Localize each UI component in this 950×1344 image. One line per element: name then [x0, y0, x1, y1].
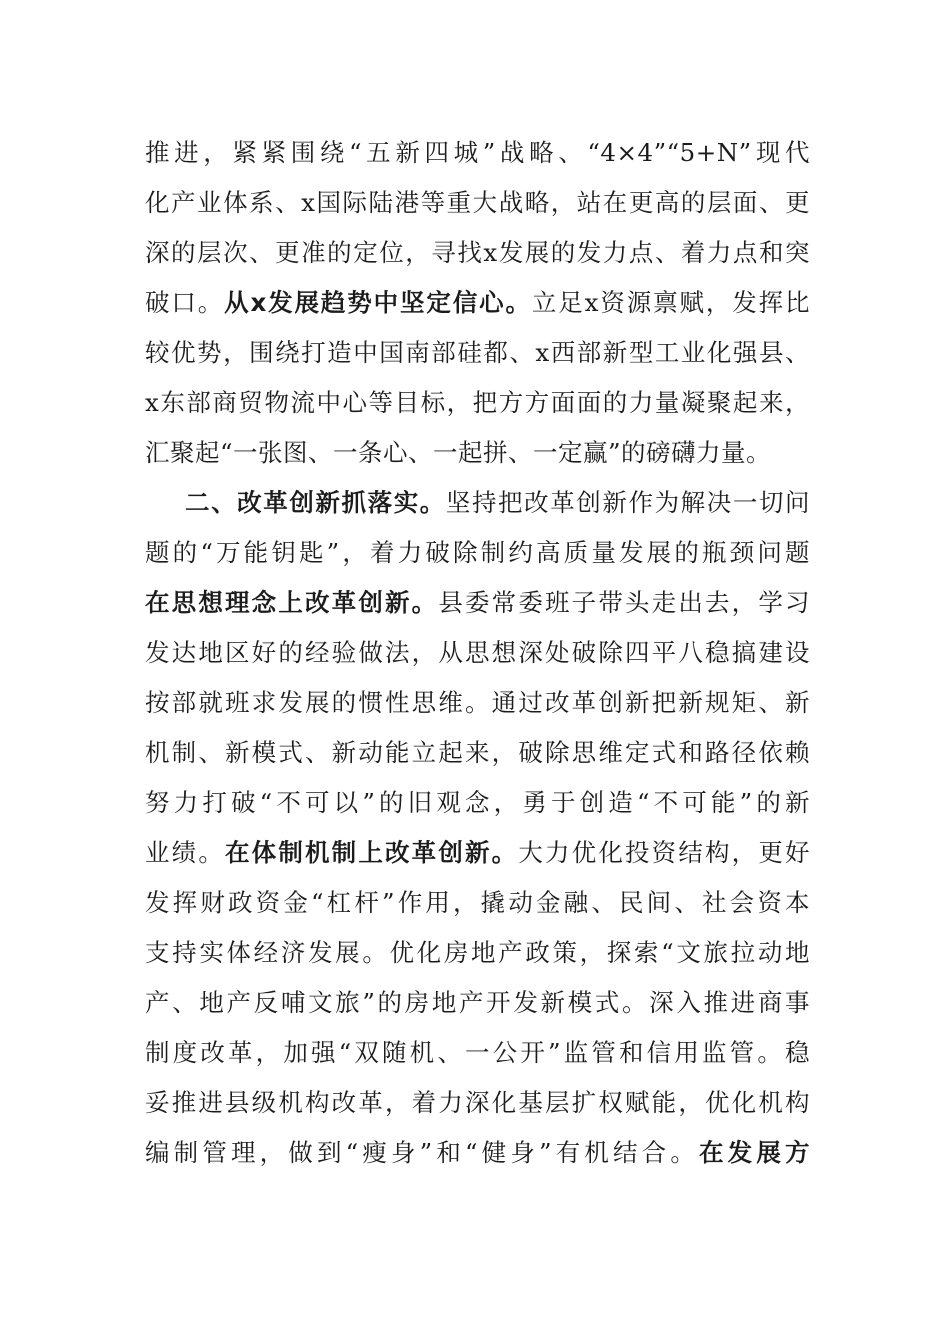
text-line — [145, 228, 810, 278]
body-text: 努力打破“不可以”的旧观念，勇于创造“不可能”的新 — [145, 788, 810, 817]
text-line — [145, 978, 810, 1028]
body-text: 机制、新模式、新动能立起来，破除思维定式和路径依赖 — [145, 738, 810, 767]
body-text: 产、地产反哺文旅”的房地产开发新模式。深入推进商事 — [145, 988, 810, 1017]
body-text: 坚持把改革创新作为解决一切问 — [445, 488, 811, 517]
text-line — [145, 728, 810, 778]
body-text: 县委常委班子带头走出去，学习 — [438, 588, 811, 617]
body-text: 化产业体系、x国际陆港等重大战略，站在更高的层面、更 — [145, 188, 810, 217]
document-body — [145, 128, 810, 1178]
body-text: 支持实体经济发展。优化房地产政策，探索“文旅拉动地 — [145, 938, 810, 967]
text-line — [145, 428, 810, 478]
bold-heading-text: 二、改革创新抓落实。 — [185, 488, 446, 517]
body-text: 编制管理，做到“瘦身”和“健身”有机结合。 — [145, 1138, 700, 1167]
body-text: 制度改革，加强“双随机、一公开”监管和信用监管。稳 — [145, 1038, 810, 1067]
bold-heading-text: 在体制机制上改革创新。 — [225, 838, 519, 867]
text-line — [145, 578, 810, 628]
text-line — [145, 1128, 810, 1178]
text-line — [145, 778, 810, 828]
text-line — [145, 628, 810, 678]
text-line — [145, 128, 810, 178]
body-text: 发达地区好的经验做法，从思想深处破除四平八稳搞建设 — [145, 638, 810, 667]
bold-heading-text: 从x发展趋势中坚定信心。 — [224, 288, 532, 317]
text-line — [145, 528, 810, 578]
text-line — [145, 378, 810, 428]
body-text: 深的层次、更准的定位，寻找x发展的发力点、着力点和突 — [145, 238, 810, 267]
body-text: 推进，紧紧围绕“五新四城”战略、“4×4”“5+N”现代 — [145, 138, 810, 167]
text-line — [145, 278, 810, 328]
body-text: 较优势，围绕打造中国南部硅都、x西部新型工业化强县、 — [145, 338, 810, 367]
text-line — [145, 828, 810, 878]
body-text: 按部就班求发展的惯性思维。通过改革创新把新规矩、新 — [145, 688, 810, 717]
bold-heading-text: 在发展方 — [699, 1138, 811, 1167]
body-text: 业绩。 — [145, 838, 225, 867]
text-line — [145, 328, 810, 378]
text-line — [145, 878, 810, 928]
body-text: 汇聚起“一张图、一条心、一起拼、一定赢”的磅礴力量。 — [145, 438, 772, 467]
text-line — [145, 678, 810, 728]
text-line — [145, 178, 810, 228]
body-text: 题的“万能钥匙”，着力破除制约高质量发展的瓶颈问题 — [145, 538, 810, 567]
body-text: 发挥财政资金“杠杆”作用，撬动金融、民间、社会资本 — [145, 888, 810, 917]
text-line — [145, 1028, 810, 1078]
body-text: 大力优化投资结构，更好 — [518, 838, 811, 867]
bold-heading-text: 在思想理念上改革创新。 — [145, 588, 439, 617]
body-text: x东部商贸物流中心等目标，把方方面面的力量凝聚起来， — [145, 388, 810, 417]
text-line — [145, 478, 810, 528]
body-text: 妥推进县级机构改革，着力深化基层扩权赋能，优化机构 — [145, 1088, 810, 1117]
text-line — [145, 1078, 810, 1128]
body-text: 破口。 — [145, 288, 225, 317]
text-line — [145, 928, 810, 978]
body-text: 立足x资源禀赋，发挥比 — [531, 288, 810, 317]
